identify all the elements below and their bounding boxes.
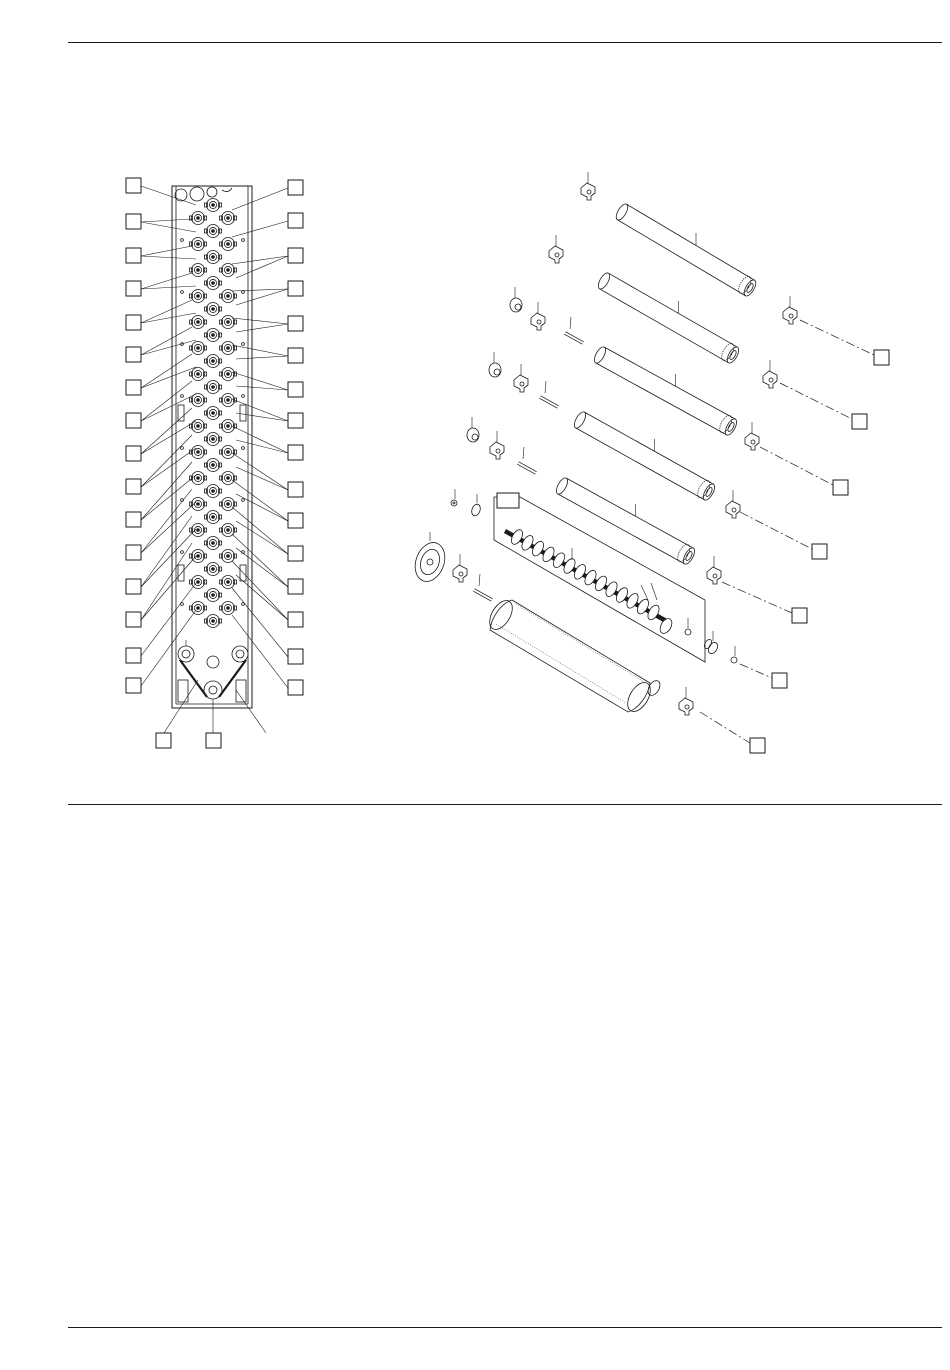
rack-gear: [220, 212, 237, 225]
rack-gear: [205, 381, 222, 394]
rack-gear: [220, 446, 237, 459]
leader-line: [232, 372, 288, 390]
flange-wheel: [410, 532, 450, 586]
leader-line: [236, 521, 288, 554]
callout-box: [126, 214, 141, 229]
rack-gear: [190, 446, 207, 459]
leader-line: [232, 588, 288, 657]
callout-box: [288, 413, 303, 428]
leader-line: [141, 421, 196, 454]
leader-line: [232, 318, 288, 324]
callout-box: [126, 579, 141, 594]
callout-box: [833, 480, 848, 495]
rack-gear: [190, 316, 207, 329]
leader-line: [141, 610, 196, 686]
rack-gear: [205, 589, 222, 602]
leader-line: [236, 386, 288, 390]
rack-gear: [220, 472, 237, 485]
leader-line: [236, 575, 288, 620]
frame-hole: [181, 551, 184, 554]
callout-box: [288, 612, 303, 627]
leader-line: [232, 615, 288, 688]
rack-gear: [205, 537, 222, 550]
bearing-bracket: [707, 556, 721, 584]
callout-box: [126, 648, 141, 663]
shaft-pin: [474, 574, 492, 600]
frame-hole: [181, 239, 184, 242]
leader-line: [141, 556, 196, 620]
bearing-bracket: [679, 687, 693, 715]
callout-box: [812, 544, 827, 559]
roller-rack-frame: [172, 186, 252, 708]
rack-gear: [190, 524, 207, 537]
callout-box: [874, 350, 889, 365]
frame-hole: [242, 343, 245, 346]
callout-box: [126, 178, 141, 193]
bearing-bracket: [783, 296, 797, 324]
callout-box: [288, 445, 303, 460]
leader-line: [141, 475, 196, 520]
callout-box: [792, 608, 807, 623]
rack-gear: [205, 563, 222, 576]
rack-gear: [205, 199, 222, 212]
end-cap: [467, 417, 479, 442]
rack-gear: [205, 225, 222, 238]
rack-gear: [190, 394, 207, 407]
callout-box: [288, 281, 303, 296]
roller: [572, 410, 717, 502]
rack-gear: [220, 550, 237, 563]
callout-box: [126, 678, 141, 693]
frame-hole: [181, 447, 184, 450]
roller: [596, 271, 741, 365]
axis-line: [740, 664, 772, 678]
callout-box: [288, 180, 303, 195]
axis-line: [780, 383, 852, 419]
callout-box: [852, 414, 867, 429]
rack-gear: [190, 342, 207, 355]
leader-line: [141, 394, 196, 421]
shaft-pin: [518, 447, 536, 473]
callout-box: [288, 213, 303, 228]
leader-line: [232, 345, 288, 356]
callout-box: [288, 579, 303, 594]
axis-line: [722, 582, 792, 613]
rack-gear: [205, 303, 222, 316]
rack-gear: [190, 264, 207, 277]
leader-line: [141, 367, 196, 388]
callout-box: [126, 446, 141, 461]
callout-box: [126, 413, 141, 428]
leader-line: [141, 543, 192, 620]
leader-line: [232, 561, 288, 620]
rack-gear: [205, 485, 222, 498]
rack-gear: [190, 238, 207, 251]
leader-line: [232, 453, 288, 490]
bearing-bracket: [453, 554, 467, 582]
leader-line: [141, 448, 196, 487]
callout-box: [288, 316, 303, 331]
bearing-bracket: [726, 490, 740, 518]
leader-line: [236, 324, 288, 332]
callout-box: [288, 382, 303, 397]
leader-line: [141, 219, 192, 222]
callout-box: [206, 733, 221, 748]
leader-line: [236, 467, 288, 490]
axis-line: [740, 512, 812, 549]
callout-box: [772, 673, 787, 688]
rack-gear: [190, 368, 207, 381]
rack-gear: [220, 342, 237, 355]
rack-gear: [205, 329, 222, 342]
rack-gear: [220, 368, 237, 381]
leader-line: [232, 426, 288, 453]
bearing-bracket: [490, 431, 504, 459]
rack-gear: [205, 407, 222, 420]
rack-gear: [190, 602, 207, 615]
leader-line: [141, 327, 192, 355]
bearing-bracket: [581, 172, 595, 200]
rack-gear: [220, 524, 237, 537]
rack-gear: [220, 576, 237, 589]
leader-line: [141, 489, 192, 553]
callout-box: [156, 733, 171, 748]
leader-line: [141, 354, 192, 388]
bearing-bracket: [514, 364, 528, 392]
leader-line: [236, 356, 288, 359]
callout-box: [288, 482, 303, 497]
sub-assembly-callout: [497, 493, 519, 508]
rack-gear: [205, 511, 222, 524]
frame-hole: [242, 447, 245, 450]
leader-line: [232, 188, 288, 210]
callout-box: [126, 315, 141, 330]
rack-gear: [205, 355, 222, 368]
callout-box: [126, 281, 141, 296]
rack-gear: [220, 316, 237, 329]
leader-line: [232, 256, 288, 264]
frame-hole: [181, 395, 184, 398]
callout-box: [126, 479, 141, 494]
leader-line: [141, 300, 192, 323]
rack-gear: [220, 602, 237, 615]
leader-line: [232, 221, 288, 237]
leader-line: [141, 186, 196, 205]
leader-line: [141, 246, 192, 256]
end-cap: [510, 287, 522, 312]
leader-line: [141, 502, 196, 553]
frame-hole: [242, 395, 245, 398]
callout-box: [126, 347, 141, 362]
axis-callouts: [700, 320, 889, 753]
rack-gear: [220, 238, 237, 251]
rack-leader-lines: [141, 186, 288, 733]
rack-gear: [205, 277, 222, 290]
callout-box: [126, 248, 141, 263]
bearing-bracket: [763, 360, 777, 388]
shaft-pin: [540, 381, 558, 407]
bearing-bracket: [745, 422, 759, 450]
frame-hole: [181, 291, 184, 294]
rack-gear: [190, 420, 207, 433]
callout-box: [288, 680, 303, 695]
axis-line: [760, 447, 833, 485]
shaft-pin: [565, 317, 583, 343]
leader-line: [141, 313, 196, 323]
leader-line: [236, 690, 266, 733]
rack-gear: [205, 459, 222, 472]
leader-line: [141, 256, 196, 259]
rack-gear: [190, 212, 207, 225]
callout-box: [288, 513, 303, 528]
rack-gear: [205, 615, 222, 628]
rack-gear: [190, 576, 207, 589]
callout-box: [288, 546, 303, 561]
large-drive-drum: [485, 597, 662, 716]
bearing-bracket: [549, 235, 563, 263]
axis-line: [800, 320, 874, 355]
callout-box: [288, 348, 303, 363]
bearing-bracket: [531, 302, 545, 330]
roller: [592, 345, 739, 437]
rack-gear: [190, 290, 207, 303]
callout-box: [126, 545, 141, 560]
callout-box: [126, 612, 141, 627]
leader-line: [236, 256, 288, 278]
rack-gear: [205, 433, 222, 446]
axis-line: [700, 712, 750, 743]
end-cap: [489, 352, 501, 377]
leader-line: [232, 507, 288, 554]
roller: [614, 202, 758, 298]
leader-line: [232, 289, 288, 291]
leader-line: [141, 583, 196, 656]
callout-box: [126, 380, 141, 395]
leader-line: [141, 222, 196, 232]
roller: [554, 476, 697, 566]
leader-line: [236, 413, 288, 421]
rack-gear: [220, 420, 237, 433]
leader-line: [141, 462, 192, 520]
rack-gear: [220, 264, 237, 277]
rack-gear: [190, 498, 207, 511]
frame-hole: [242, 291, 245, 294]
callout-box: [288, 649, 303, 664]
drive-belt-assembly: [178, 640, 248, 699]
leader-line: [141, 340, 196, 355]
callout-box: [288, 248, 303, 263]
leader-line: [141, 435, 192, 487]
frame-hole: [242, 239, 245, 242]
callout-box: [750, 738, 765, 753]
leader-line: [164, 680, 198, 733]
rack-gear: [205, 251, 222, 264]
rack-gear: [220, 290, 237, 303]
callout-box: [126, 512, 141, 527]
frame-hole: [242, 499, 245, 502]
